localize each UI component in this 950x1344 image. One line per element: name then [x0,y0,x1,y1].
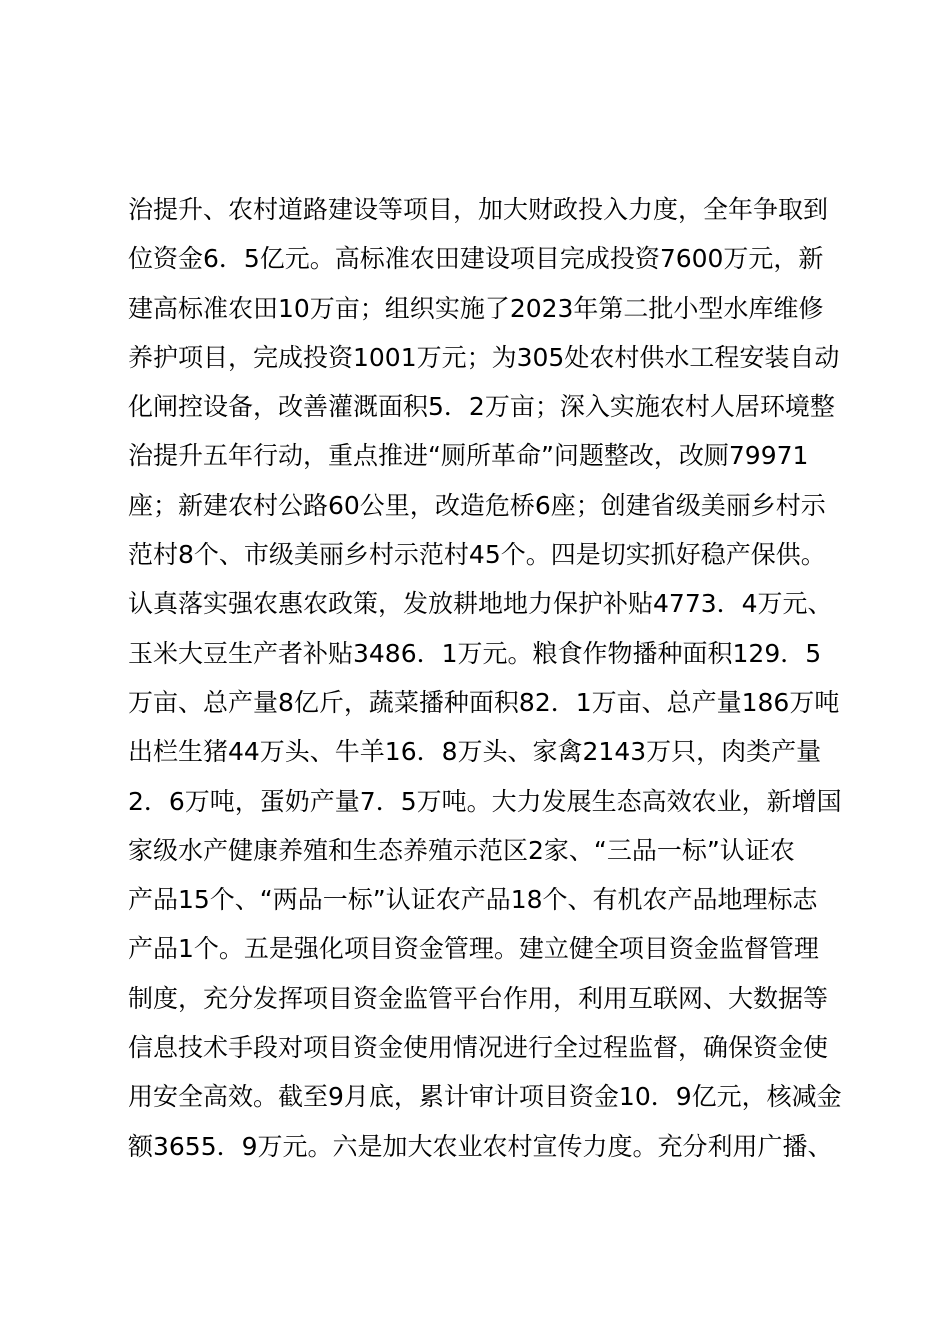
text-line: 玉米大豆生产者补贴3486．1万元。粮食作物播种面积129．5 [128,638,822,668]
text-line: 位资金6．5亿元。高标准农田建设项目完成投资7600万元，新 [128,244,824,274]
text-line: 制度，充分发挥项目资金监管平台作用，利用互联网、大数据等 [128,983,829,1013]
text-line: 2．6万吨，蛋奶产量7．5万吨。大力发展生态高效农业，新增国 [128,786,842,816]
text-line: 用安全高效。截至9月底，累计审计项目资金10．9亿元，核减金 [128,1082,842,1112]
text-line: 额3655．9万元。六是加大农业农村宣传力度。充分利用广播、 [128,1131,833,1161]
text-line: 范村8个、市级美丽乡村示范村45个。四是切实抓好稳产保供。 [128,540,826,570]
text-line: 认真落实强农惠农政策，发放耕地地力保护补贴4773．4万元、 [128,589,833,619]
text-line: 产品15个、“两品一标”认证农产品18个、有机农产品地理标志 [128,885,818,915]
text-line: 座；新建农村公路60公里，改造危桥6座；创建省级美丽乡村示 [128,490,826,520]
body-text [128,185,868,1171]
text-line: 信息技术手段对项目资金使用情况进行全过程监督，确保资金使 [128,1033,829,1063]
text-line: 养护项目，完成投资1001万元；为305处农村供水工程安装自动 [128,342,840,372]
text-line: 产品1个。五是强化项目资金管理。建立健全项目资金监督管理 [128,934,819,964]
text-line: 万亩、总产量8亿斤，蔬菜播种面积82．1万亩、总产量186万吨 [128,687,840,717]
text-line: 治提升五年行动，重点推进“厕所革命”问题整改，改厕79971 [128,441,809,471]
text-line: 家级水产健康养殖和生态养殖示范区2家、“三品一标”认证农 [128,835,795,865]
text-line: 出栏生猪44万头、牛羊16．8万头、家禽2143万只，肉类产量 [128,737,822,767]
text-line: 化闸控设备，改善灌溉面积5．2万亩；深入实施农村人居环境整 [128,392,835,422]
text-line: 治提升、农村道路建设等项目，加大财政投入力度，全年争取到 [128,195,829,224]
text-line: 建高标准农田10万亩；组织实施了2023年第二批小型水库维修 [128,293,824,323]
